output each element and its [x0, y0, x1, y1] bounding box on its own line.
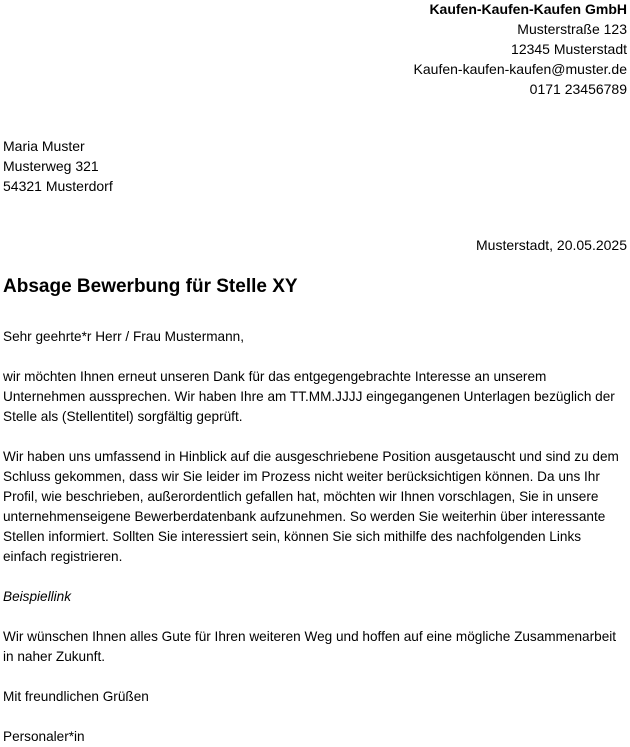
- paragraph-rejection: Wir haben uns umfassend in Hinblick auf die ausgeschriebene Position ausgetauscht und sind zu dem Schluss gekommen, dass wir Sie leider im Prozess nicht weiter berücksichtigen können. Da uns Ihr Profil, wie beschrieben, außerordentlich gefallen hat, möchten wir Ihnen vorschlagen, Sie in unsere unternehmenseigene Bewerberdatenbank aufzunehmen. So werden Sie weiterhin über interessante Stellen informiert. Sollten Sie interessiert sein, können Sie sich mithilfe des nachfolgenden Links einfach registrieren.: [3, 449, 619, 564]
- example-link[interactable]: Beispiellink: [3, 589, 72, 604]
- sender-city: 12345 Musterstadt: [511, 41, 627, 57]
- sender-address-block: [414, 0, 627, 99]
- letter-date: Musterstadt, 20.05.2025: [476, 237, 627, 253]
- sender-street: Musterstraße 123: [517, 21, 627, 37]
- recipient-name: Maria Muster: [3, 138, 85, 154]
- recipient-address-block: [3, 136, 113, 196]
- paragraph-wishes: Wir wünschen Ihnen alles Gute für Ihren weiteren Weg und hoffen auf eine mögliche Zusammenarbeit in naher Zukunft.: [3, 629, 617, 664]
- sender-phone: 0171 23456789: [529, 81, 627, 97]
- letter-subject: Absage Bewerbung für Stelle XY: [3, 276, 298, 297]
- signature: Personaler*in: [3, 729, 85, 744]
- paragraph-thanks: wir möchten Ihnen erneut unseren Dank für das entgegengebrachte Interesse an unserem Unternehmen aussprechen. Wir haben Ihre am TT.MM.JJJJ eingegangenen Unterlagen bezüglich der Stelle als (Stellentitel) sorgfältig geprüft.: [3, 369, 615, 424]
- salutation: Sehr geehrte*r Herr / Frau Mustermann,: [3, 329, 245, 344]
- sender-company: Kaufen-Kaufen-Kaufen GmbH: [429, 1, 627, 17]
- sender-email: Kaufen-kaufen-kaufen@muster.de: [413, 61, 627, 77]
- closing-greeting: Mit freundlichen Grüßen: [3, 689, 149, 704]
- recipient-city: 54321 Musterdorf: [3, 178, 113, 194]
- recipient-street: Musterweg 321: [3, 158, 99, 174]
